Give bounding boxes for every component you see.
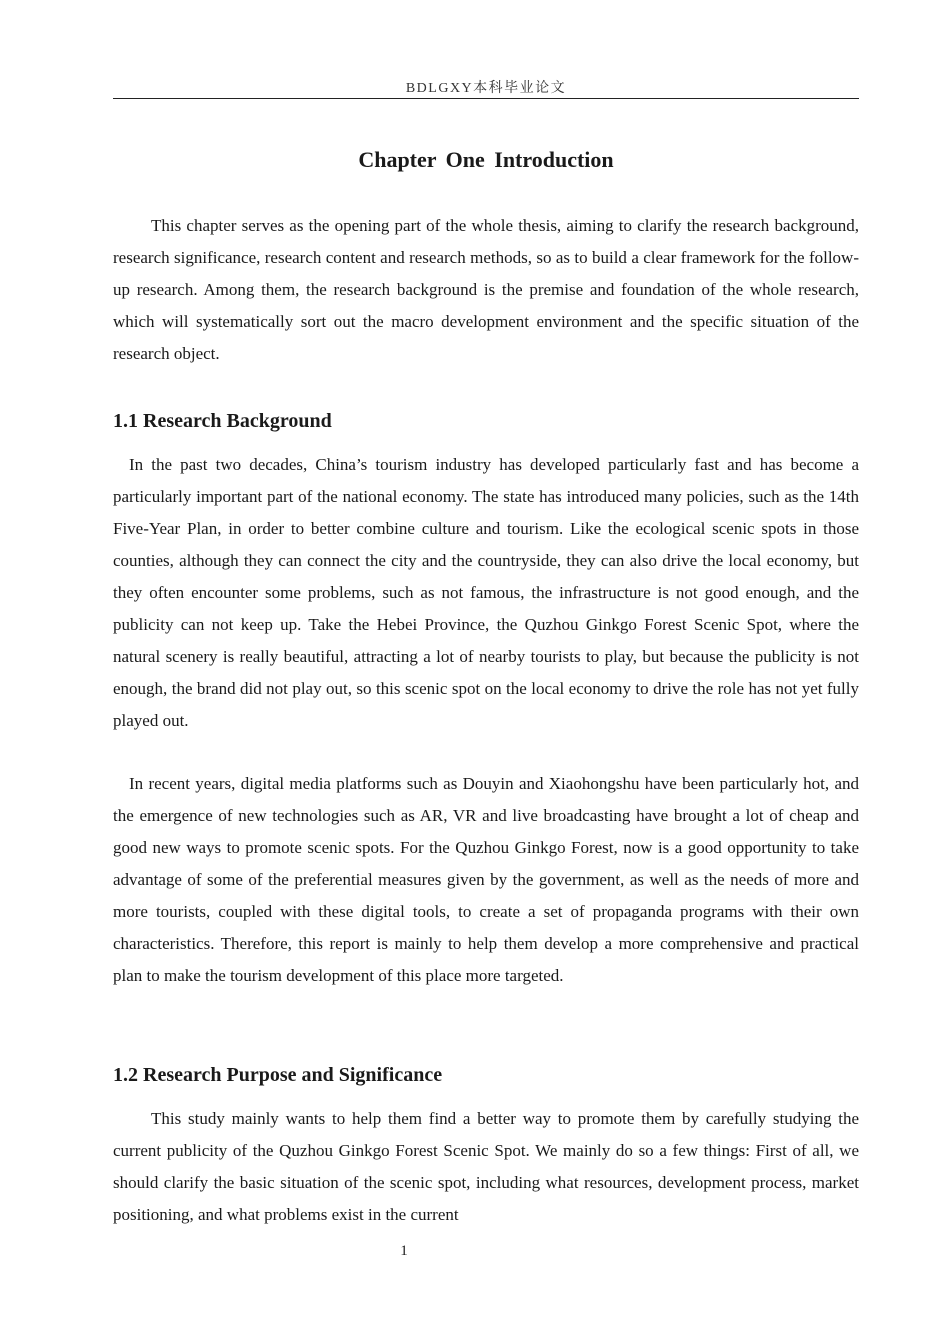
section-1-2-paragraph-1: This study mainly wants to help them find a better way to promote them by carefully studying the current publicity of the Quzhou Ginkgo Forest Scenic Spot. We mainly do so a few things: First of all, we should clarify the basic situation of the scenic spot, including what resources, development process, market positioning, and what problems exist in the current [113, 1109, 859, 1224]
chapter-title: Chapter One Introduction [358, 147, 614, 172]
section-1-1-paragraph-2: In recent years, digital media platforms such as Douyin and Xiaohongshu have been particularly hot, and the emergence of new technologies such as AR, VR and live broadcasting have brought a lot of cheap and good new ways to promote scenic spots. For the Quzhou Ginkgo Forest, now is a good opportunity to take advantage of some of the preferential measures given by the government, as well as the needs of more and more tourists, coupled with these digital tools, to create a set of propaganda programs with their own characteristics. Therefore, this report is mainly to help them develop a more comprehensive and practical plan to make the tourism development of this place more targeted. [113, 774, 859, 985]
running-header: BDLGXY本科毕业论文 [405, 81, 567, 96]
page-number: 1 [400, 1243, 408, 1259]
section-1-1-paragraph-1: In the past two decades, China’s tourism industry has developed particularly fast and has become a particularly important part of the national economy. The state has introduced many policies, such as the 14th Five-Year Plan, in order to better combine culture and tourism. Like the ecological scenic spots in those counties, although they can connect the city and the countryside, they can also drive the local economy, but they often encounter some problems, such as not famous, the infrastructure is not good enough, and the publicity can not keep up. Take the Hebei Province, the Quzhou Ginkgo Forest Scenic Spot, where the natural scenery is really beautiful, attracting a lot of nearby tourists to play, but because the publicity is not enough, the brand did not play out, so this scenic spot on the local economy to drive the role has not yet fully played out. [113, 455, 859, 730]
section-heading-1-2: 1.2 Research Purpose and Significance [113, 1064, 443, 1086]
section-heading-1-1: 1.1 Research Background [113, 410, 332, 432]
header-rule [113, 98, 859, 99]
chapter-intro-paragraph: This chapter serves as the opening part of the whole thesis, aiming to clarify the research background, research significance, research content and research methods, so as to build a clear framework for the follow-up research. Among them, the research background is the premise and foundation of the whole research, which will systematically sort out the macro development environment and the specific situation of the research object. [113, 216, 859, 363]
